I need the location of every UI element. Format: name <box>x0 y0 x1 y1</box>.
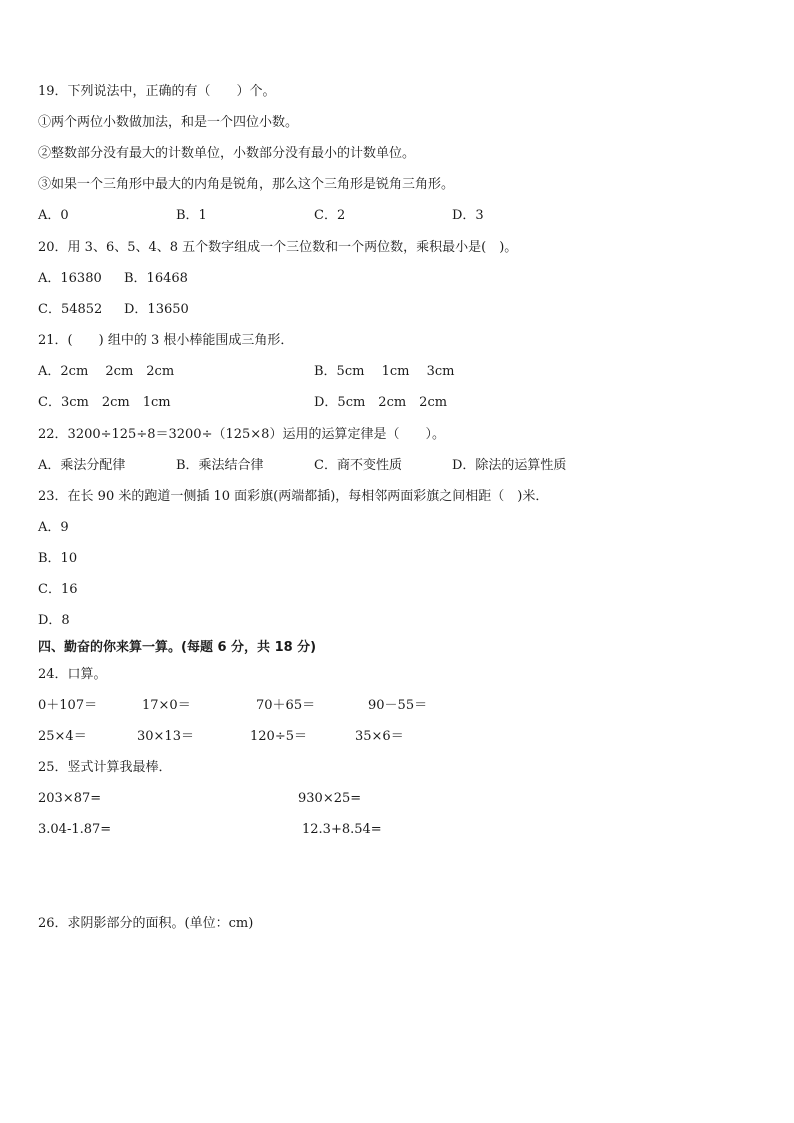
q19-statement-3: ③如果一个三角形中最大的内角是锐角，那么这个三角形是锐角三角形。 <box>38 177 455 192</box>
q23-stem: 23．在长 90 米的跑道一侧插 10 面彩旗(两端都插)，每相邻两面彩旗之间相距（ )米． <box>38 489 549 504</box>
q24-expr-5: 25×4＝ <box>38 729 87 744</box>
q24-expr-8: 35×6＝ <box>355 729 404 744</box>
q23-option-b: B．10 <box>38 551 78 566</box>
q26-stem: 26．求阴影部分的面积。(单位：cm) <box>38 916 254 931</box>
q19-option-b: B．1 <box>176 208 207 223</box>
q22-option-c: C．商不变性质 <box>314 458 402 473</box>
q22-option-b: B．乘法结合律 <box>176 458 264 473</box>
q22-option-d: D．除法的运算性质 <box>452 458 567 473</box>
q24-expr-2: 17×0＝ <box>142 698 191 713</box>
q19-statement-2: ②整数部分没有最大的计数单位，小数部分没有最小的计数单位。 <box>38 146 416 161</box>
q20-option-b: B．16468 <box>124 271 188 286</box>
section-4-title: 四、勤奋的你来算一算。(每题 6 分，共 18 分) <box>38 640 317 655</box>
q24-expr-3: 70＋65＝ <box>256 698 316 713</box>
q19-option-a: A．0 <box>38 208 69 223</box>
q19-stem: 19．下列说法中，正确的有（ ）个。 <box>38 84 276 99</box>
q23-option-d: D．8 <box>38 613 70 628</box>
q24-expr-6: 30×13＝ <box>137 729 194 744</box>
q22-stem: 22．3200÷125÷8＝3200÷（125×8）运用的运算定律是（ ）。 <box>38 427 445 442</box>
q21-option-b: B．5cm 1cm 3cm <box>314 364 455 379</box>
q21-option-c: C．3cm 2cm 1cm <box>38 395 171 410</box>
q25-expr-2: 930×25= <box>298 791 362 806</box>
q21-option-d: D．5cm 2cm 2cm <box>314 395 448 410</box>
q21-stem: 21．( ) 组中的 3 根小棒能围成三角形． <box>38 333 294 348</box>
q24-expr-1: 0＋107＝ <box>38 698 98 713</box>
q22-option-a: A．乘法分配律 <box>38 458 126 473</box>
q25-stem: 25．竖式计算我最棒． <box>38 760 172 775</box>
q19-option-c: C．2 <box>314 208 346 223</box>
q20-option-a: A．16380 <box>38 271 102 286</box>
q25-expr-3: 3.04-1.87= <box>38 822 112 837</box>
q23-option-a: A．9 <box>38 520 69 535</box>
q24-stem: 24．口算。 <box>38 667 107 682</box>
q19-statement-1: ①两个两位小数做加法，和是一个四位小数。 <box>38 115 299 130</box>
q21-option-a: A．2cm 2cm 2cm <box>38 364 175 379</box>
q25-expr-1: 203×87= <box>38 791 102 806</box>
q20-stem: 20．用 3、6、5、4、8 五个数字组成一个三位数和一个两位数，乘积最小是( )。 <box>38 240 518 255</box>
q19-option-d: D．3 <box>452 208 484 223</box>
q23-option-c: C．16 <box>38 582 78 597</box>
q20-option-d: D．13650 <box>124 302 189 317</box>
q20-option-c: C．54852 <box>38 302 103 317</box>
q24-expr-7: 120÷5＝ <box>250 729 307 744</box>
q24-expr-4: 90－55＝ <box>368 698 428 713</box>
q25-expr-4: 12.3+8.54= <box>302 822 382 837</box>
